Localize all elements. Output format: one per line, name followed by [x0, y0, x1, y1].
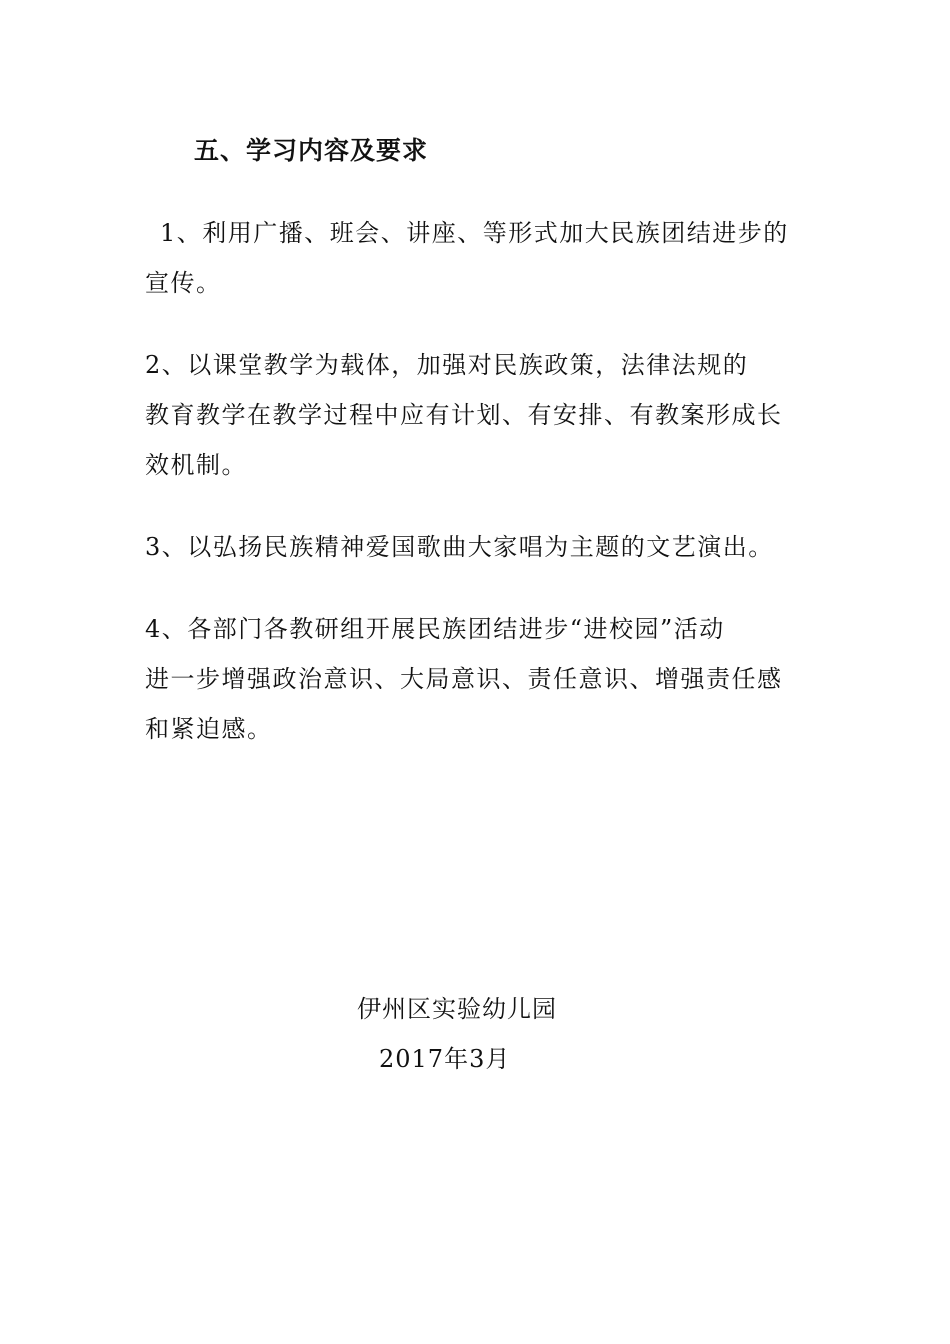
item-1-line-1: 1、利用广播、班会、讲座、等形式加大民族团结进步的 [160, 219, 789, 247]
signature-date: 2017年3月 [379, 1045, 511, 1073]
item-3-line-1: 3、以弘扬民族精神爱国歌曲大家唱为主题的文艺演出。 [145, 533, 774, 561]
item-2-line-2: 教育教学在教学过程中应有计划、有安排、有教案形成长 [145, 401, 783, 429]
item-4-line-1: 4、各部门各教研组开展民族团结进步“进校园”活动 [145, 615, 725, 643]
item-2-line-3: 效机制。 [145, 451, 247, 479]
item-4-line-2: 进一步增强政治意识、大局意识、责任意识、增强责任感 [145, 665, 783, 693]
item-2-line-1: 2、以课堂教学为载体，加强对民族政策，法律法规的 [145, 351, 749, 379]
section-heading: 五、学习内容及要求 [194, 136, 429, 165]
item-1-line-2: 宣传。 [145, 269, 222, 297]
item-4-line-3: 和紧迫感。 [145, 715, 273, 743]
signature-organization: 伊州区实验幼儿园 [357, 995, 557, 1023]
